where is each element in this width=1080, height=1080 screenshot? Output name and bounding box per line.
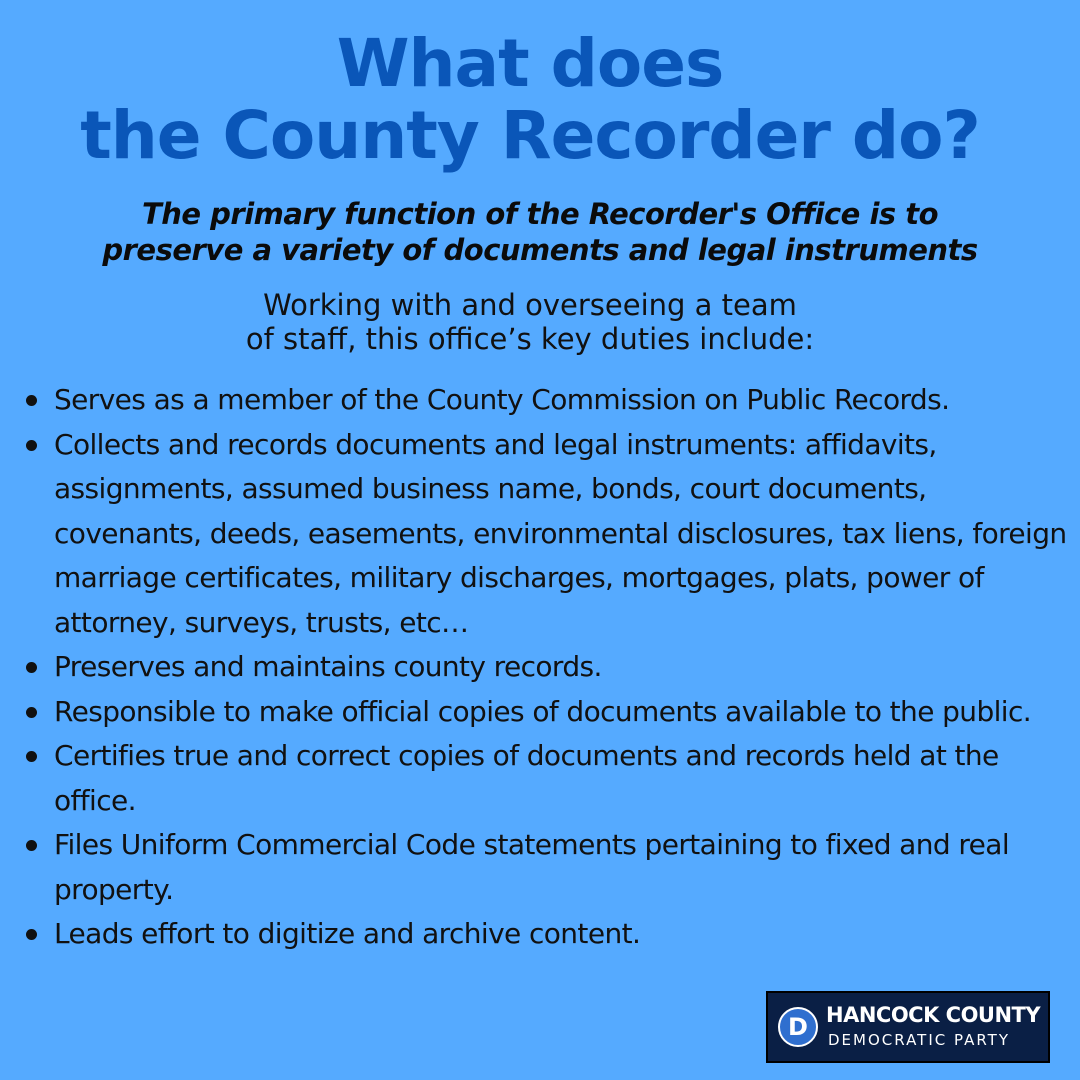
duty-text: Certifies true and correct copies of documents and records held at the office. [54, 739, 999, 817]
intro-line-2: of staff, this office’s key duties include: [245, 322, 815, 356]
subtitle [0, 196, 1080, 268]
intro-text [150, 288, 910, 356]
bullet-icon [26, 395, 37, 406]
duty-text: Leads effort to digitize and archive content. [54, 917, 641, 950]
bullet-icon [26, 840, 37, 851]
title-line-1: What does [336, 25, 724, 102]
list-item [24, 378, 1074, 423]
subtitle-line-1: The primary function of the Recorder's Office is to [141, 197, 939, 231]
list-item [24, 734, 1074, 823]
list-item [24, 645, 1074, 690]
party-logo [766, 991, 1050, 1063]
bullet-icon [26, 707, 37, 718]
bullet-icon [26, 440, 37, 451]
logo-county-name: HANCOCK COUNTY [826, 1003, 1041, 1027]
duty-text: Collects and records documents and legal instruments: affidavits, assignments, assumed business name, bonds, court documents, covenants, deeds, easements, environmental disclosures, tax liens, foreign marriage certificates, military discharges, mortgages, plats, power of attorney, surveys, trusts, etc… [54, 427, 1067, 639]
logo-letter: D [788, 1013, 808, 1041]
intro-line-1: Working with and overseeing a team [263, 288, 797, 322]
duties-list [24, 378, 1074, 957]
democratic-d-icon [778, 1007, 818, 1047]
duty-text: Files Uniform Commercial Code statements pertaining to fixed and real property. [54, 828, 1010, 906]
list-item [24, 912, 1074, 957]
duty-text: Responsible to make official copies of documents available to the public. [54, 694, 1032, 728]
bullet-icon [26, 751, 37, 762]
bullet-icon [26, 929, 37, 940]
bullet-icon [26, 662, 37, 673]
duty-text: Preserves and maintains county records. [54, 650, 602, 683]
list-item [24, 423, 1074, 646]
duty-text: Serves as a member of the County Commission on Public Records. [54, 383, 950, 416]
title-line-2: the County Recorder do? [80, 97, 980, 174]
list-item [24, 690, 1074, 735]
page-title [0, 25, 1060, 174]
logo-party-name: DEMOCRATIC PARTY [828, 1031, 1010, 1049]
list-item [24, 823, 1074, 912]
subtitle-line-2: preserve a variety of documents and legal instruments [102, 233, 978, 267]
